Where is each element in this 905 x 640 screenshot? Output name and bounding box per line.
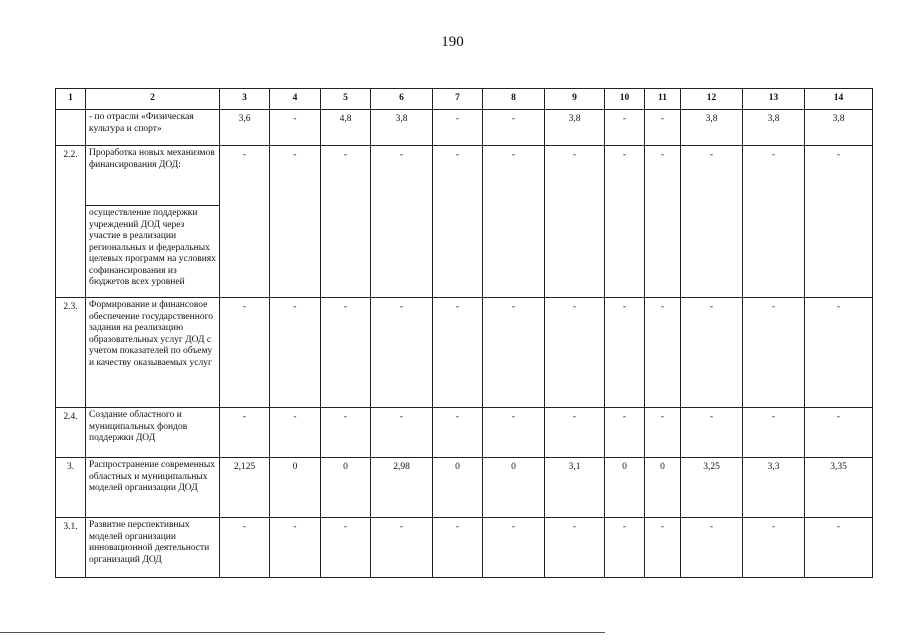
budget-table: [55, 88, 873, 578]
value-cell: -: [545, 518, 605, 578]
value-cell: -: [681, 518, 743, 578]
value-cell: 2,125: [220, 458, 270, 518]
row-number: 2.2.: [56, 146, 86, 298]
value-cell: -: [645, 408, 681, 458]
table-row: [56, 110, 873, 146]
header-cell: 13: [743, 89, 805, 110]
value-cell: -: [321, 298, 371, 408]
value-cell: -: [743, 518, 805, 578]
value-cell: -: [220, 298, 270, 408]
header-cell: 12: [681, 89, 743, 110]
header-cell: 5: [321, 89, 371, 110]
value-cell: 0: [321, 458, 371, 518]
value-cell: 3,8: [743, 110, 805, 146]
value-cell: -: [645, 146, 681, 298]
value-cell: -: [545, 298, 605, 408]
value-cell: 0: [605, 458, 645, 518]
header-cell: 1: [56, 89, 86, 110]
value-cell: -: [645, 298, 681, 408]
header-cell: 11: [645, 89, 681, 110]
row-name: Проработка новых механизмов финансирования ДОД:: [86, 146, 220, 206]
table-row: [56, 146, 873, 206]
value-cell: -: [371, 298, 433, 408]
row-name: - по отрасли «Физическая культура и спорт»: [86, 110, 220, 146]
value-cell: -: [220, 518, 270, 578]
value-cell: -: [220, 146, 270, 298]
value-cell: 3,25: [681, 458, 743, 518]
value-cell: -: [681, 146, 743, 298]
value-cell: -: [805, 146, 873, 298]
row-name: Развитие перспективных моделей организации инновационной деятельности организаций ДОД: [86, 518, 220, 578]
value-cell: -: [270, 146, 321, 298]
page-number: 190: [441, 34, 464, 50]
header-cell: 4: [270, 89, 321, 110]
value-cell: -: [681, 408, 743, 458]
value-cell: 3,8: [371, 110, 433, 146]
value-cell: 2,98: [371, 458, 433, 518]
table-row: [56, 408, 873, 458]
value-cell: -: [321, 408, 371, 458]
value-cell: -: [321, 518, 371, 578]
value-cell: -: [321, 146, 371, 298]
value-cell: 3,35: [805, 458, 873, 518]
value-cell: -: [605, 110, 645, 146]
value-cell: -: [545, 146, 605, 298]
value-cell: -: [433, 518, 483, 578]
value-cell: 4,8: [321, 110, 371, 146]
value-cell: -: [433, 110, 483, 146]
value-cell: -: [483, 110, 545, 146]
value-cell: -: [433, 146, 483, 298]
header-row: [56, 89, 873, 110]
value-cell: -: [220, 408, 270, 458]
value-cell: -: [433, 298, 483, 408]
row-number: 2.3.: [56, 298, 86, 408]
value-cell: -: [371, 146, 433, 298]
row-subname: осуществление поддержки учреждений ДОД через участие в реализации региональных и федеральных целевых программ на условиях софинансирования из бюджетов всех уровней: [86, 206, 220, 298]
header-cell: 3: [220, 89, 270, 110]
value-cell: -: [605, 298, 645, 408]
value-cell: -: [483, 518, 545, 578]
row-name: Создание областного и муниципальных фондов поддержки ДОД: [86, 408, 220, 458]
value-cell: -: [645, 110, 681, 146]
value-cell: -: [681, 298, 743, 408]
row-number: 3.: [56, 458, 86, 518]
value-cell: 0: [433, 458, 483, 518]
value-cell: -: [743, 146, 805, 298]
header-cell: 6: [371, 89, 433, 110]
row-name: Формирование и финансовое обеспечение государственного задания на реализацию образовательных услуг ДОД с учетом показателей по объему и качеству оказываемых услуг: [86, 298, 220, 408]
row-number: 2.4.: [56, 408, 86, 458]
value-cell: 3,8: [805, 110, 873, 146]
value-cell: -: [270, 408, 321, 458]
row-number: [56, 110, 86, 146]
header-cell: 14: [805, 89, 873, 110]
value-cell: 3,6: [220, 110, 270, 146]
value-cell: 3,8: [545, 110, 605, 146]
header-cell: 10: [605, 89, 645, 110]
row-number: 3.1.: [56, 518, 86, 578]
value-cell: -: [270, 518, 321, 578]
value-cell: -: [605, 146, 645, 298]
value-cell: -: [805, 298, 873, 408]
value-cell: -: [483, 298, 545, 408]
value-cell: 3,8: [681, 110, 743, 146]
value-cell: -: [743, 298, 805, 408]
value-cell: 0: [483, 458, 545, 518]
header-cell: 9: [545, 89, 605, 110]
value-cell: -: [605, 518, 645, 578]
header-cell: 7: [433, 89, 483, 110]
value-cell: 3,1: [545, 458, 605, 518]
value-cell: -: [270, 110, 321, 146]
header-cell: 2: [86, 89, 220, 110]
value-cell: -: [645, 518, 681, 578]
value-cell: -: [371, 408, 433, 458]
value-cell: -: [605, 408, 645, 458]
value-cell: -: [743, 408, 805, 458]
value-cell: -: [483, 408, 545, 458]
row-name: Распространение современных областных и муниципальных моделей организации ДОД: [86, 458, 220, 518]
header-cell: 8: [483, 89, 545, 110]
table-row: [56, 458, 873, 518]
value-cell: -: [545, 408, 605, 458]
value-cell: -: [433, 408, 483, 458]
value-cell: -: [805, 408, 873, 458]
value-cell: -: [270, 298, 321, 408]
table-row: [56, 298, 873, 408]
value-cell: 0: [645, 458, 681, 518]
value-cell: -: [805, 518, 873, 578]
value-cell: 3,3: [743, 458, 805, 518]
table-row: [56, 518, 873, 578]
page-bottom-divider: [0, 632, 605, 633]
value-cell: -: [371, 518, 433, 578]
value-cell: 0: [270, 458, 321, 518]
value-cell: -: [483, 146, 545, 298]
